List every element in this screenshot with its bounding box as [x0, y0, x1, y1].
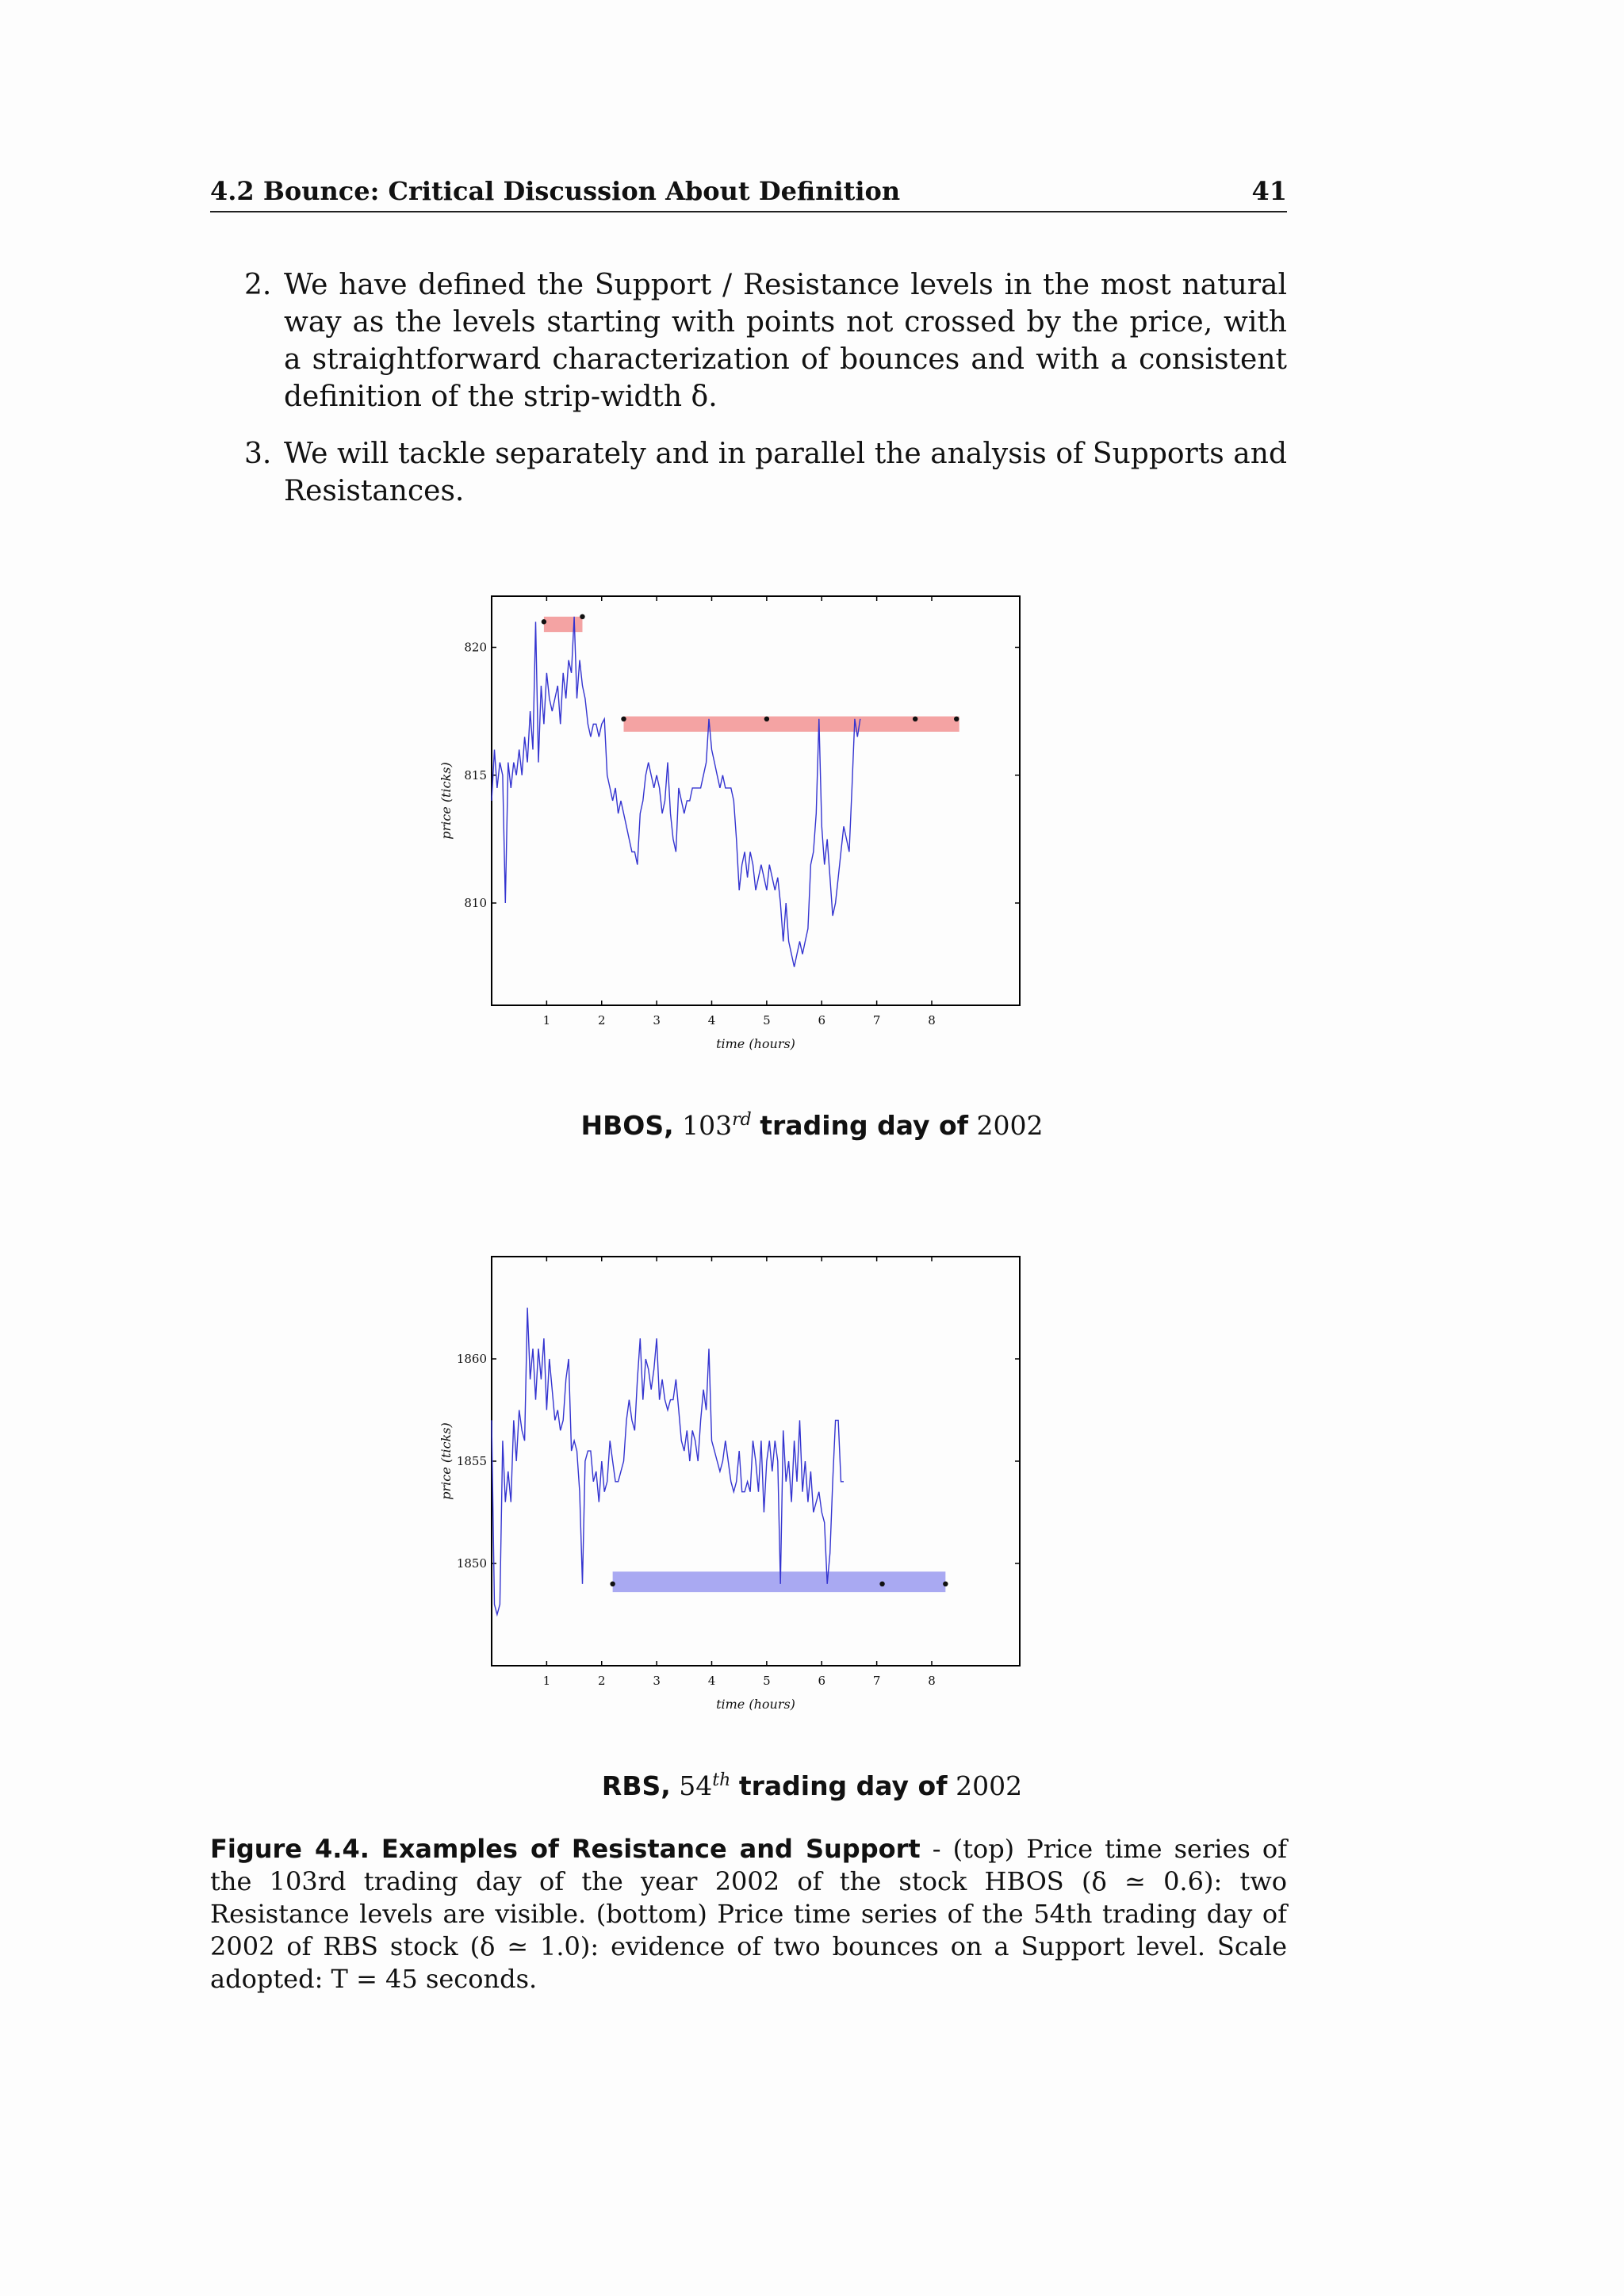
bounce-point [542, 619, 546, 624]
x-tick-label: 7 [872, 1013, 881, 1027]
level-band [624, 717, 959, 732]
list-item-text: We have defined the Support / Resistance levels in the most natural way as the levels starting with points not crossed by the price, with a straightforward characterization of bounces and with a consistent definition of the strip-width δ. [284, 269, 1287, 413]
x-tick-label: 1 [542, 1674, 551, 1688]
hbos-price-chart [0, 587, 1624, 1062]
subcaption-phrase: trading day of [760, 1110, 969, 1141]
bounce-point [943, 1582, 948, 1586]
list-item [244, 266, 1287, 415]
subcaption-year: 2002 [956, 1770, 1023, 1801]
section-title: 4.2 Bounce: Critical Discussion About Definition [210, 176, 901, 206]
subcaption-day: 54 [679, 1770, 713, 1801]
y-tick-label: 1850 [456, 1556, 487, 1571]
level-band [544, 617, 583, 632]
list-item-number: 2. [244, 269, 272, 301]
subcaption-day: 103 [682, 1110, 733, 1141]
x-tick-label: 5 [763, 1674, 771, 1688]
x-tick-label: 4 [707, 1013, 716, 1027]
bounce-point [621, 717, 626, 721]
x-tick-label: 2 [597, 1013, 606, 1027]
bounce-point [954, 717, 959, 721]
subcaption-ordinal: rd [732, 1110, 752, 1130]
bounce-point [764, 717, 769, 721]
x-tick-label: 8 [928, 1013, 936, 1027]
x-axis-label: time (hours) [716, 1036, 795, 1051]
y-tick-label: 1855 [456, 1454, 487, 1468]
x-tick-label: 1 [542, 1013, 551, 1027]
page-number: 41 [1251, 176, 1287, 206]
figure-title: Examples of Resistance and Support [381, 1834, 921, 1864]
y-tick-label: 815 [464, 767, 487, 783]
price-series-line [492, 617, 860, 967]
figure-caption-text: - (top) Price time series of the 103rd trading day of the year 2002 of the stock HBOS (δ ≃ 0.6): two Resistance levels are visible. (bottom) Price time series of the 54th trading day of 2002 of RBS stock (δ ≃ 1.0): evidence of two bounces on a Support level. Scale adopted: T = 45 seconds. [210, 1834, 1287, 1994]
x-axis-label: time (hours) [716, 1697, 795, 1712]
level-band [613, 1571, 946, 1592]
x-tick-label: 8 [928, 1674, 936, 1688]
y-axis-label: price (ticks) [439, 762, 454, 840]
bounce-point [913, 717, 917, 721]
header-rule [210, 211, 1287, 212]
x-tick-label: 7 [872, 1674, 881, 1688]
x-tick-label: 3 [653, 1013, 661, 1027]
x-tick-label: 6 [818, 1013, 826, 1027]
subcaption-ordinal: th [712, 1770, 731, 1790]
y-tick-label: 820 [464, 640, 487, 655]
y-tick-label: 810 [464, 896, 487, 910]
x-tick-label: 2 [597, 1674, 606, 1688]
bounce-point [580, 614, 584, 619]
list-item-number: 3. [244, 438, 272, 470]
price-series-line [492, 1308, 844, 1615]
rbs-price-chart [0, 1247, 1624, 1723]
subcaption-year: 2002 [976, 1110, 1044, 1141]
list-item-text: We will tackle separately and in parallel the analysis of Supports and Resistances. [284, 438, 1287, 507]
x-tick-label: 5 [763, 1013, 771, 1027]
x-tick-label: 6 [818, 1674, 826, 1688]
subcaption-rbs [0, 1770, 1624, 1801]
list-item [244, 435, 1287, 510]
subcaption-hbos [0, 1110, 1624, 1141]
x-tick-label: 4 [707, 1674, 716, 1688]
running-head [210, 176, 1287, 206]
bounce-point [879, 1582, 884, 1586]
figure-label: Figure 4.4. [210, 1834, 370, 1864]
figure-caption [210, 1833, 1287, 1996]
subcaption-stock: RBS, [601, 1770, 671, 1801]
subcaption-phrase: trading day of [738, 1770, 948, 1801]
subcaption-stock: HBOS, [580, 1110, 674, 1141]
x-tick-label: 3 [653, 1674, 661, 1688]
y-axis-label: price (ticks) [439, 1422, 454, 1500]
bounce-point [610, 1582, 615, 1586]
plot-frame [492, 596, 1020, 1005]
y-tick-label: 1860 [456, 1352, 487, 1366]
